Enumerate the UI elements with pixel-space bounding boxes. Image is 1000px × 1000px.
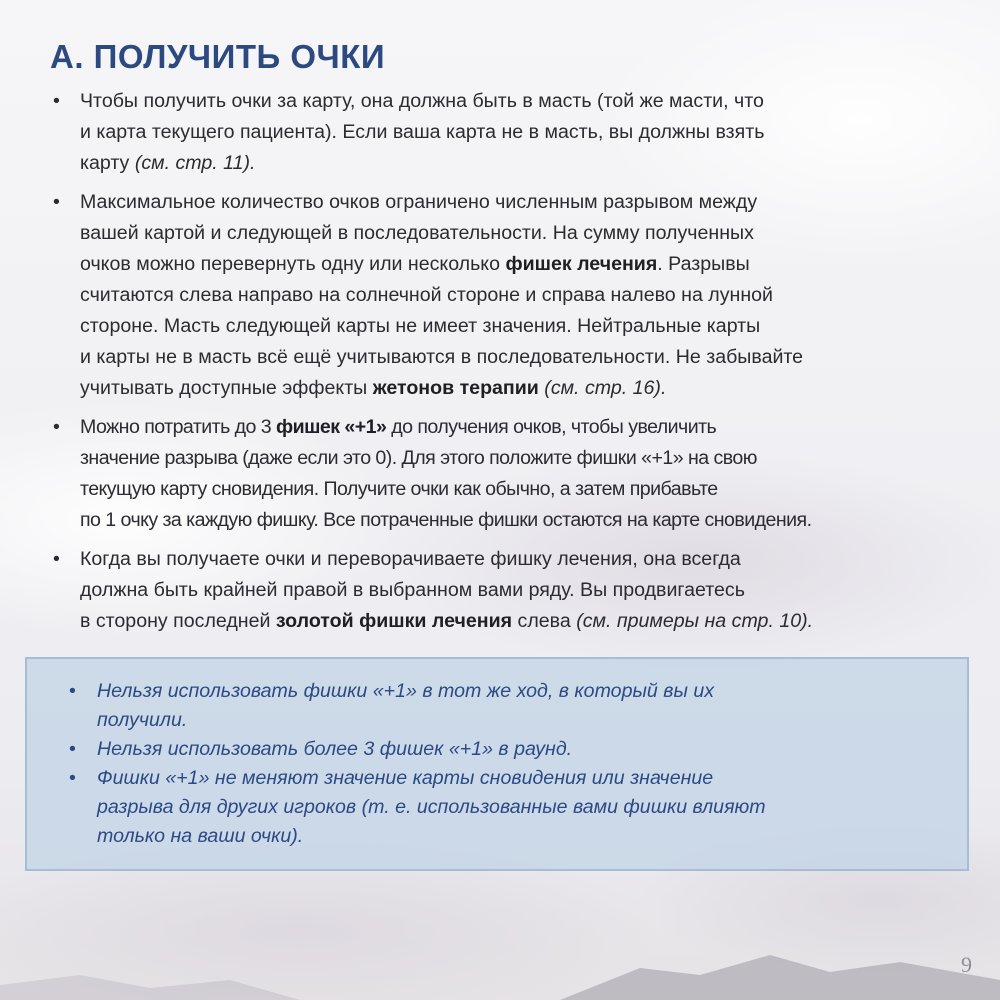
rule-item-4	[50, 544, 955, 637]
section-title: А. ПОЛУЧИТЬ ОЧКИ	[50, 38, 386, 75]
note-1-line-1: Нельзя использовать фишки «+1» в тот же ход, в который вы их	[97, 680, 715, 702]
rule-3-line-2: значение разрыва (даже если это 0). Для этого положите фишки «+1» на свою	[80, 447, 757, 469]
rule-2-line-7	[80, 373, 955, 404]
rule-3-line-4: по 1 очку за каждую фишку. Все потраченные фишки остаются на карте сновидения.	[80, 509, 812, 531]
page-number: 9	[961, 952, 972, 977]
page-reference: (см. стр. 16).	[538, 377, 667, 399]
note-item-1	[63, 677, 943, 735]
rule-1-text: карту	[80, 152, 135, 174]
bullet-icon: •	[53, 191, 60, 213]
rule-4-text-after: слева	[512, 610, 577, 632]
bullet-icon: •	[53, 548, 60, 570]
bullet-icon: •	[53, 416, 60, 438]
rule-1-line-1: Чтобы получить очки за карту, она должна быть в масть (той же масти, что	[80, 90, 764, 112]
rule-1-line-3	[80, 148, 955, 179]
rule-item-3	[50, 412, 955, 536]
note-3-line-2: разрыва для других игроков (т. е. использованные вами фишки влияют	[97, 796, 766, 818]
rule-2-line-4: считаются слева направо на солнечной стороне и справа налево на лунной	[80, 284, 773, 306]
rule-2-line-1: Максимальное количество очков ограничено численным разрывом между	[80, 191, 758, 213]
note-item-3	[63, 764, 943, 851]
rule-3-line-1	[80, 412, 955, 443]
rules-list	[50, 86, 955, 637]
bullet-icon: •	[69, 680, 76, 702]
rule-4-line-1: Когда вы получаете очки и переворачиваете фишку лечения, она всегда	[80, 548, 741, 570]
rule-1-line-2: и карта текущего пациента). Если ваша карта не в масть, вы должны взять	[80, 121, 765, 143]
note-item-2	[63, 735, 943, 764]
note-box	[25, 657, 969, 871]
note-3-line-1: Фишки «+1» не меняют значение карты сновидения или значение	[97, 767, 714, 789]
bullet-icon: •	[53, 90, 60, 112]
bold-term: фишек «+1»	[276, 416, 387, 438]
note-1-line-2: получили.	[97, 709, 188, 731]
rule-2-line-2: вашей картой и следующей в последовательности. На сумму полученных	[80, 222, 754, 244]
bold-term: фишек лечения	[505, 253, 658, 275]
rule-2-line-6: и карты не в масть всё ещё учитываются в последовательности. Не забывайте	[80, 346, 804, 368]
rule-2-text: очков можно перевернуть одну или несколько	[80, 253, 506, 275]
bold-term: золотой фишки лечения	[275, 610, 513, 632]
rule-4-line-3	[80, 606, 955, 637]
rule-2-text-after: . Разрывы	[657, 253, 750, 275]
rule-4-line-2: должна быть крайней правой в выбранном вами ряду. Вы продвигаетесь	[80, 579, 745, 601]
note-list	[63, 677, 943, 851]
rule-3-text: Можно потратить до 3	[80, 416, 277, 438]
rule-item-2	[50, 187, 955, 404]
rule-2-line-3	[80, 249, 955, 280]
page-reference: (см. примеры на стр. 10).	[576, 610, 814, 632]
rule-4-text: в сторону последней	[80, 610, 276, 632]
bullet-icon: •	[69, 738, 76, 760]
rule-item-1	[50, 86, 955, 179]
rule-2-text-7: учитывать доступные эффекты	[80, 377, 373, 399]
note-2-line-1: Нельзя использовать более 3 фишек «+1» в раунд.	[97, 738, 573, 760]
bullet-icon: •	[69, 767, 76, 789]
bold-term: жетонов терапии	[372, 377, 539, 399]
rule-2-line-5: стороне. Масть следующей карты не имеет значения. Нейтральные карты	[80, 315, 761, 337]
rule-3-line-3: текущую карту сновидения. Получите очки как обычно, а затем прибавьте	[80, 478, 718, 500]
note-3-line-3: только на ваши очки).	[97, 825, 304, 847]
rule-3-text-after: до получения очков, чтобы увеличить	[386, 416, 717, 438]
page-reference: (см. стр. 11).	[134, 152, 256, 174]
